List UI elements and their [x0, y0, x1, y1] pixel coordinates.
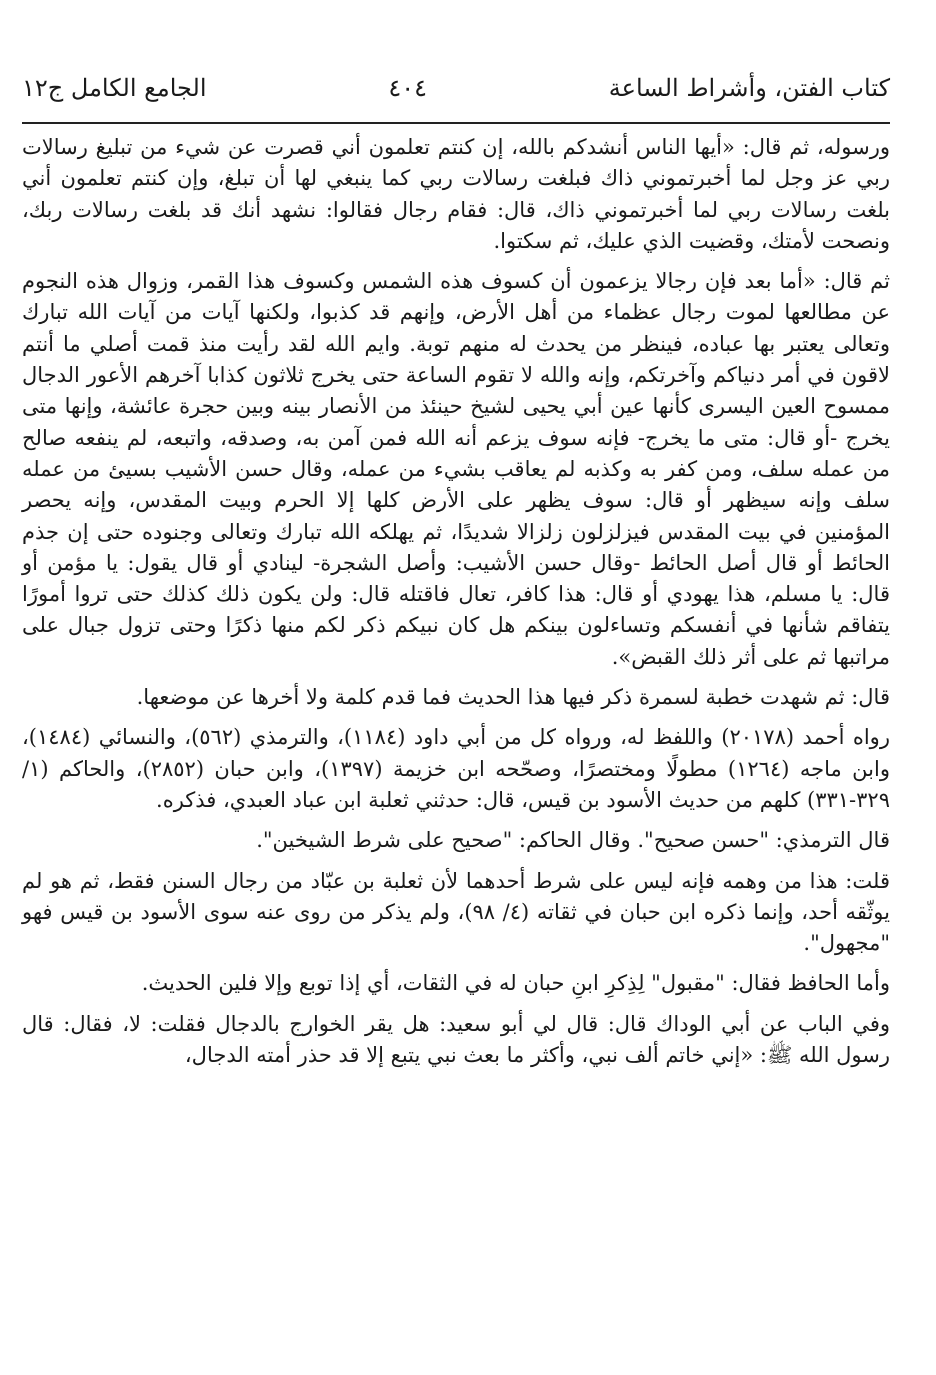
paragraph: قال الترمذي: "حسن صحيح". وقال الحاكم: "صحيح على شرط الشيخين". — [256, 828, 890, 853]
paragraph: وأما الحافظ فقال: "مقبول" لِذِكرِ ابنِ حبان له في الثقات، أي إذا توبع وإلا فلين الحديث. — [141, 971, 890, 996]
paragraph: رواه أحمد (٢٠١٧٨) واللفظ له، ورواه كل من أبي داود (١١٨٤)، والترمذي (٥٦٢)، والنسائي (١٤٨٤)، وابن ماجه (١٢٦٤) مطولًا ومختصرًا، وصحّحه ابن خزيمة (١٣٩٧)، وابن حبان (٢٨٥٢)، والحاكم (١/ ٣٢٩-٣٣١) كلهم من حديث الأسود بن قيس، قال: حدثني ثعلبة ابن عباد العبدي، فذكره. — [22, 725, 890, 812]
paragraph: قلت: هذا من وهمه فإنه ليس على شرط أحدهما لأن ثعلبة بن عبّاد من رجال السنن فقط، ثم هو لم يوثّقه أحد، وإنما ذكره ابن حبان في ثقاته (٤/ ٩٨)، ولم يذكر من روى عنه سوى الأسود بن قيس فهو "مجهول". — [22, 868, 890, 956]
header-divider — [22, 122, 890, 124]
page-body — [22, 132, 890, 1080]
page-header — [22, 66, 890, 110]
book-title: الجامع الكامل ج١٢ — [22, 74, 207, 102]
page-number: ٤٠٤ — [388, 74, 427, 102]
paragraph: قال: ثم شهدت خطبة لسمرة ذكر فيها هذا الحديث فما قدم كلمة ولا أخرها عن موضعها. — [136, 685, 890, 710]
book-section-title: كتاب الفتن، وأشراط الساعة — [608, 74, 890, 102]
paragraph: وفي الباب عن أبي الوداك قال: قال لي أبو سعيد: هل يقر الخوارج بالدجال فقلت: لا، فقال: قال رسول الله ﷺ: «إني خاتم ألف نبي، وأكثر ما بعث نبي يتبع إلا قد حذر أمته الدجال، — [22, 1011, 890, 1068]
paragraph: ثم قال: «أما بعد فإن رجالا يزعمون أن كسوف هذه الشمس وكسوف هذا القمر، وزوال هذه النجوم عن مطالعها لموت رجال عظماء من أهل الأرض، وإنهم قد كذبوا، ولكنها آيات من آيات الله تبارك وتعالى يعتبر بها عباده، فينظر من يحدث له منهم توبة. وايم الله لقد رأيت منذ قمت أصلي ما أنتم لاقون في أمر دنياكم وآخرتكم، وإنه والله لا تقوم الساعة حتى يخرج ثلاثون كذابا آخرهم الأعور الدجال ممسوح العين اليسرى كأنها عين أبي يحيى لشيخ حينئذ من الأنصار بينه وبين حجرة عائشة، وإنها متى يخرج -أو قال: متى ما يخرج- فإنه سوف يزعم أنه الله فمن آمن به، وصدقه، واتبعه، لم ينفعه صالح من عمله سلف، ومن كفر به وكذبه لم يعاقب بشيء من عمله، وقال حسن الأشيب بسيئ من عمله سلف وإنه سيظهر أو قال: سوف يظهر على الأرض كلها إلا الحرم وبيت المقدس، وإنه يحصر المؤمنين في بيت المقدس فيزلزلون زلزالا شديدًا، ثم يهلكه الله تبارك وتعالى وجنوده حتى إن جذم الحائط أو قال أصل الحائط -وقال حسن الأشيب: وأصل الشجرة- لينادي أو قال يقول: يا مؤمن أو قال: يا مسلم، هذا يهودي أو قال: هذا كافر، تعال فاقتله قال: ولن يكون ذلك كذلك حتى تروا أمورًا يتفاقم شأنها في أنفسكم وتساءلون بينكم هل كان نبيكم ذكر لكم منها ذكرًا وحتى تزول جبال على مراتبها ثم على أثر ذلك القبض». — [22, 269, 890, 669]
paragraph: ورسوله، ثم قال: «أيها الناس أنشدكم بالله، إن كنتم تعلمون أني قصرت عن شيء من تبليغ رسالات ربي عز وجل لما أخبرتموني ذاك فبلغت رسالات ربي كما ينبغي لها أن تبلغ، وإن كنتم تعلمون أني بلغت رسالات ربي لما أخبرتموني ذاك، قال: فقام رجال فقالوا: نشهد أنك قد بلغت رسالات ربك، ونصحت لأمتك، وقضيت الذي عليك، ثم سكتوا. — [22, 135, 890, 253]
